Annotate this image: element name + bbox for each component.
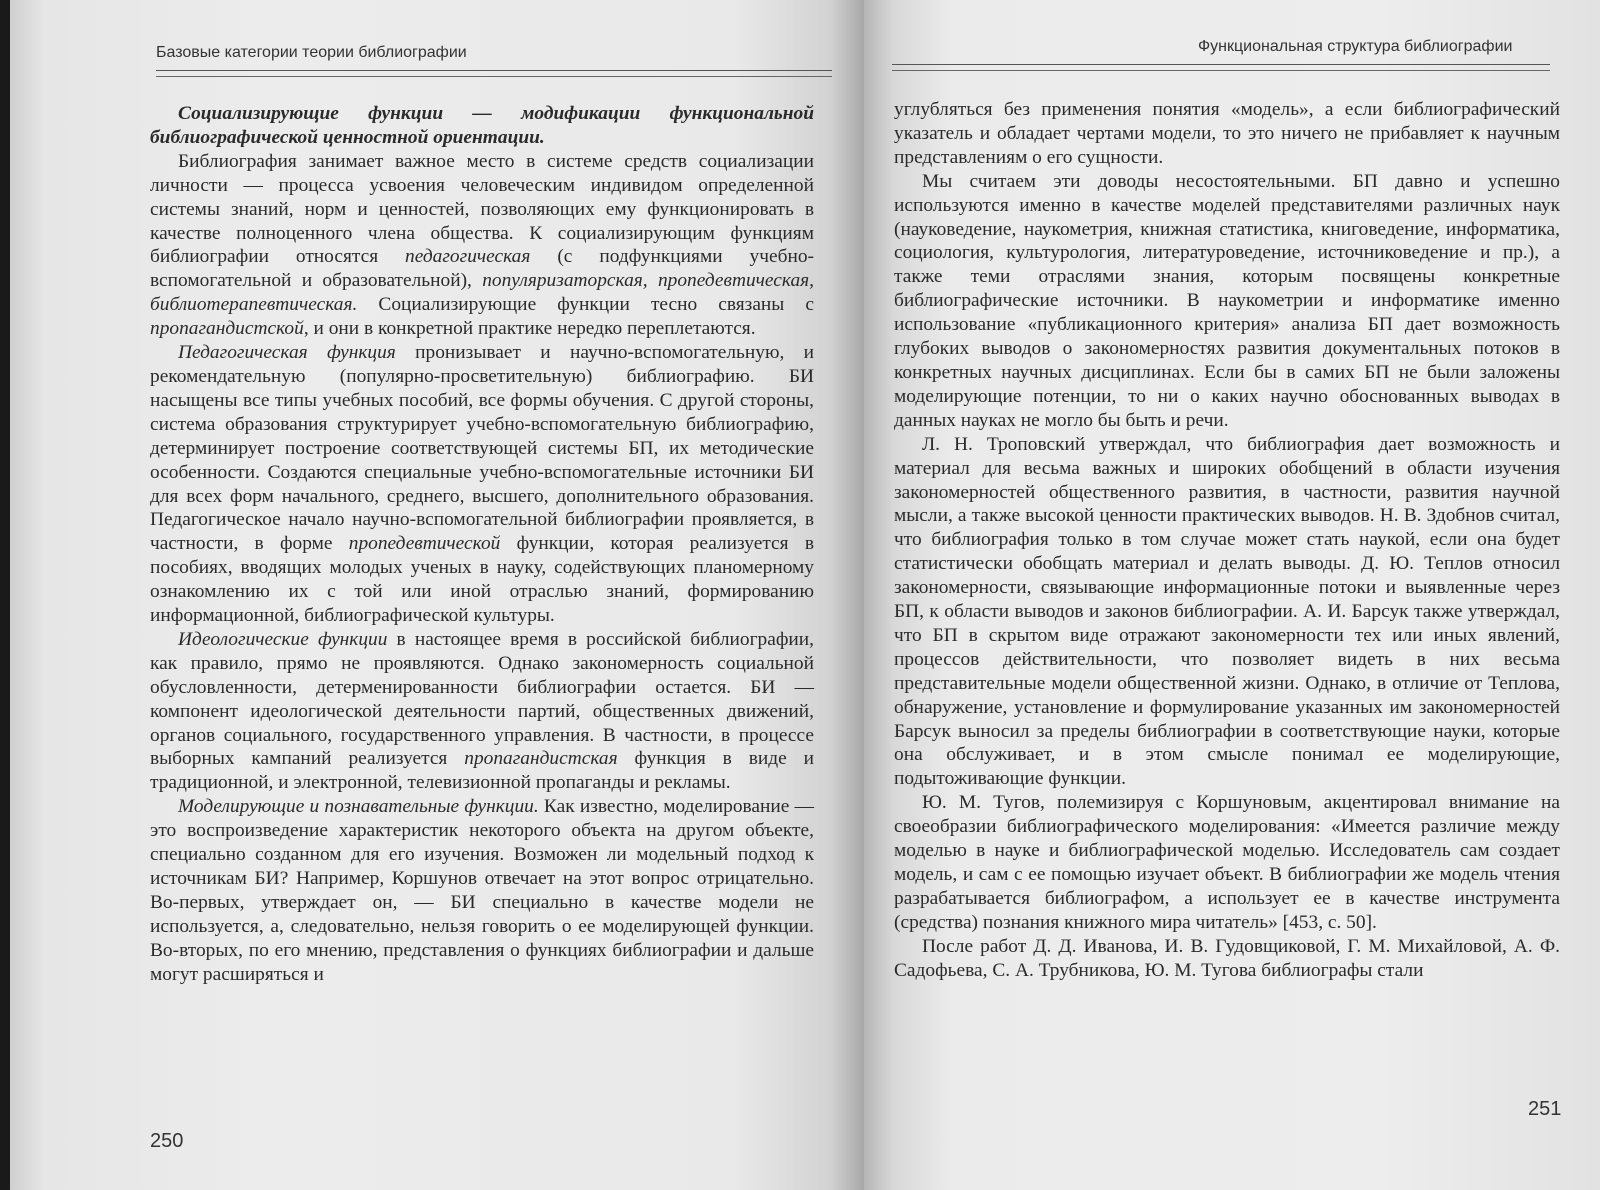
text-run: Л. Н. Троповский утверждал, что библиография дает возможность и материал для весьма важных и широких обобщений в области изучения закономерностей общественного развития, в частности, развития научной мысли, а также высокой ценности практических выводов. Н. В. Здобнов считал, что библиография только в том случае может стать наукой, если она будет статистически обобщать материал и делать выводы. Д. Ю. Теплов относил закономерности, связывающие информационные потоки и выявленные через БП, к области выводов и законов библиографии. А. И. Барсук также утверждал, что БП в скрытом виде отражают закономерности тех или иных явлений, процессов действительности, что позволяет видеть в них весьма представительные модели общественной жизни. Однако, в отличие от Теплова, обнаружение, установление и формулирование указанных им закономерностей Барсук выносил за пределы библиографии в соответствующие науки, которые она обслуживает, и в этом смысле понимал ее моделирующие, подытоживающие функции. [894, 433, 1560, 790]
paragraph [894, 791, 1560, 934]
text-run: Как известно, моделирование — это воспроизведение характеристик некоторого объекта на другом объекте, специально созданном для его изучения. Возможен ли модельный подход к источникам БИ? Например, Коршунов отвечает на этот вопрос отрицательно. Во-первых, утверждает он, — БИ специально в качестве модели не используется, а, следовательно, нельзя говорить о ее моделирующей функции. Во-вторых, по его мнению, представления о функциях библиографии и дальше могут расширяться и [150, 796, 814, 985]
italic-term: Идеологические функции [178, 628, 388, 650]
paragraph [150, 795, 814, 986]
italic-term: пропагандистской [150, 318, 304, 340]
text-run: функции, которая реализуется в пособиях, вводящих молодых ученых в науку, содействующих планомерному ознакомлению их с той или иной отраслью знаний, формированию информационной, библиографической культуры. [150, 533, 814, 627]
paragraph [894, 170, 1560, 433]
italic-term: популяризаторская, пропедевтическая, библиотерапевтическая. [150, 270, 814, 316]
paragraph [150, 628, 814, 795]
left-header-rule [156, 70, 832, 71]
left-header-rule-2 [156, 76, 832, 77]
text-run: Мы считаем эти доводы несостоятельными. БП давно и успешно используются именно в качестве моделей представителями различных наук (науковедение, наукометрия, книжная статистика, книговедение, информатика, социология, культурология, литературоведение, источниковедение и пр.), а также теми отраслями знания, которым посвящены конкретные библиографические источники. В наукометрии и информатике именно использование «публикационного критерия» анализа БП дает возможность глубоких выводов о закономерностях развития документальных потоков в конкретных научных дисциплинах. Если бы в самих БП не были заложены моделирующие потенции, то ни о каких научно обоснованных выводах в данных науках не могло бы быть и речи. [894, 170, 1560, 431]
text-run: функция в виде и традиционной, и электронной, телевизионной пропаганды и рекламы. [150, 748, 814, 794]
paragraph [150, 150, 814, 341]
right-body-text [894, 98, 1560, 983]
italic-term: пропедевтической [348, 533, 501, 555]
text-run: Библиография занимает важное место в системе средств социализации личности — процесса усвоения человеческим индивидом определенной системы знаний, норм и ценностей, позволяющих ему функционировать в качестве полноценного члена общества. К социализирующим функциям библиографии относятся [150, 150, 814, 268]
left-page [10, 0, 864, 1190]
paragraph [894, 98, 1560, 170]
left-page-number: 250 [150, 1130, 184, 1152]
paragraph [894, 935, 1560, 983]
italic-term: Педагогическая функция [178, 342, 396, 364]
text-run: пронизывает и научно-вспомогательную, и рекомендательную (популярно-просветительную) библиографию. БИ насыщены все типы учебных пособий, все формы обучения. С другой стороны, система образования структурирует учебно-вспомогательную библиографию, детерминирует построение соответствующей системы БП, их методические особенности. Создаются специальные учебно-вспомогательные источники БИ для всех форм начального, среднего, высшего, дополнительного образования. Педагогическое начало научно-вспомогательной библиографии проявляется, в частности, в форме [150, 342, 814, 555]
text-run: в настоящее время в российской библиографии, как правило, прямо не проявляются. Однако закономерность социальной обусловленности, детерменированности библиографии остается. БИ — компонент идеологической деятельности партий, общественных движений, органов социального, государственного управления. В частности, в процессе выборных кампаний реализуется [150, 628, 814, 770]
text-run: Ю. М. Тугов, полемизируя с Коршуновым, акцентировал внимание на своеобразии библиографического моделирования: «Имеется различие между моделью в науке и библиографической моделью. Исследователь сам создает модель, и сам с ее помощью изучает объект. В библиографии же модель чтения разрабатывается библиографом, а использует ее в качестве инструмента (средства) познания книжного мира читатель» [453, с. 50]. [894, 792, 1560, 933]
section-heading [150, 102, 814, 150]
text-run: (с подфункциями учебно-вспомогательной и образовательной), [150, 246, 814, 292]
right-page-number: 251 [1528, 1098, 1562, 1120]
italic-term: педагогическая [405, 246, 531, 268]
right-header-rule-2 [892, 70, 1550, 71]
paragraph [150, 341, 814, 628]
paragraph [894, 433, 1560, 792]
right-header-rule [892, 64, 1550, 65]
text-run: Социализирующие функции — модификации функциональной библиографической ценностной ориентации. [150, 103, 814, 148]
right-page [864, 0, 1600, 1190]
right-running-head: Функциональная структура библиографии [1198, 38, 1513, 55]
left-body-text [150, 102, 814, 987]
italic-term: пропагандистская [464, 748, 618, 770]
text-run: Социализирующие функции тесно связаны с [357, 294, 814, 316]
italic-term: Моделирующие и познавательные функции. [178, 796, 539, 818]
text-run: , и они в конкретной практике нередко переплетаются. [303, 318, 756, 340]
text-run: После работ Д. Д. Иванова, И. В. Гудовщиковой, Г. М. Михайловой, А. Ф. Садофьева, С. А. Трубникова, Ю. М. Тугова библиографы стали [894, 935, 1560, 981]
text-run: углубляться без применения понятия «модель», а если библиографический указатель и обладает чертами модели, то это ничего не прибавляет к научным представлениям о его сущности. [894, 99, 1560, 168]
left-running-head: Базовые категории теории библиографии [156, 44, 467, 61]
